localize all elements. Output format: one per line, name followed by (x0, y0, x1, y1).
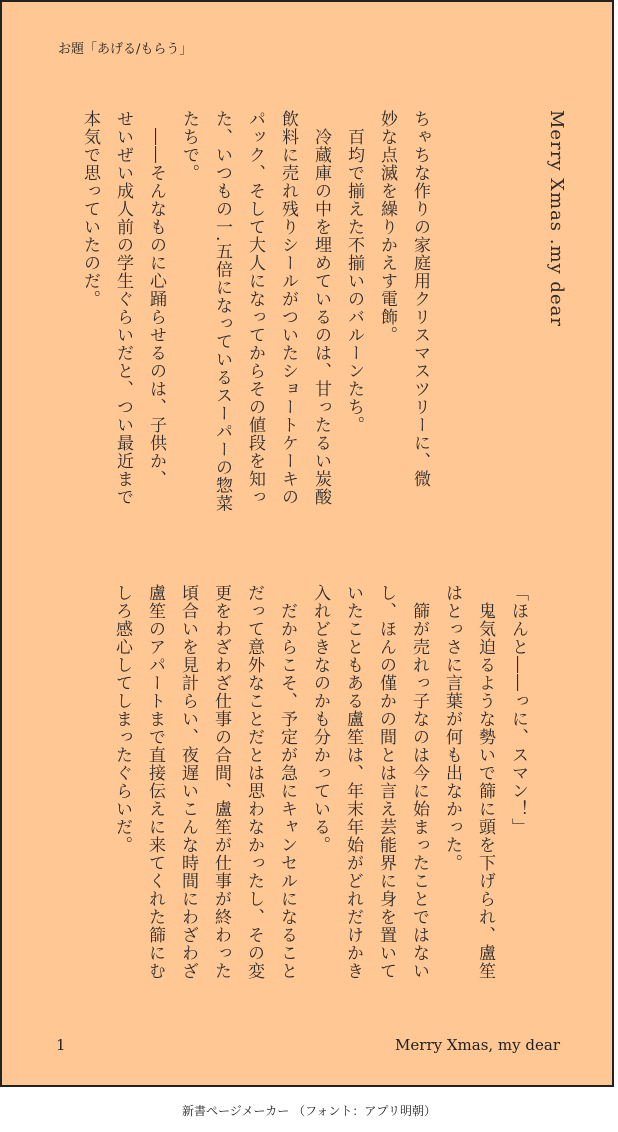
text-line: 冷蔵庫の中を埋めているのは、甘ったるい炭酸 (311, 110, 331, 506)
page-number: 1 (56, 1036, 66, 1054)
text-line: 頃合いを見計らい、夜遅いこんな時間にわざわざ (178, 584, 198, 980)
bottom-text-block (105, 584, 534, 980)
text-line: た、いつもの一.五倍になっているスーパーの惣菜 (212, 110, 232, 513)
text-line: だからこそ、予定が急にキャンセルになること (277, 584, 297, 980)
text-line: 更をわざわざ仕事の合間、盧笙が仕事が終わった (211, 584, 231, 980)
text-line: はとっさに言葉が何も出なかった。 (442, 584, 462, 872)
text-line: し、ほんの僅かの間とは言え芸能界に身を置いて (376, 584, 396, 980)
text-line: だって意外なことだとは思わなかったし、その変 (244, 584, 264, 980)
text-line: たちで。 (179, 110, 199, 182)
text-line: 妙な点滅を繰りかえす電飾。 (377, 110, 397, 344)
text-line: ――そんなものに心踊らせるのは、子供か、 (146, 110, 166, 488)
text-line: 盧笙のアパートまで直接伝えに来てくれた篩にむ (145, 584, 165, 980)
text-line: 飲料に売れ残りシールがついたショートケーキの (278, 110, 298, 506)
text-line: せいぜい成人前の学生ぐらいだと、つい最近まで (113, 110, 133, 506)
text-line: ちゃちな作りの家庭用クリスマスツリーに、微 (410, 110, 430, 488)
running-title: Merry Xmas, my dear (395, 1036, 560, 1054)
text-line: しろ感心してしまったぐらいだ。 (112, 584, 132, 854)
chapter-title: Merry Xmas .my dear (546, 110, 567, 327)
text-line: 鬼気迫るような勢いで篩に頭を下げられ、盧笙 (475, 584, 495, 980)
text-line: 百均で揃えた不揃いのバルーンたち。 (344, 110, 364, 434)
top-text-block (73, 110, 436, 512)
text-line: 入れどきなのかも分かっている。 (310, 584, 330, 854)
dialogue-line: 「ほんと――っに、スマン！」 (508, 584, 528, 836)
text-line: いたこともある盧笙は、年末年始がどれだけかき (343, 584, 363, 980)
text-line: パック、そして大人になってからその値段を知っ (245, 110, 265, 506)
text-line: 篩が売れっ子なのは今に始まったことではない (409, 584, 429, 980)
topic-header: お題「あげる/もらう」 (58, 42, 193, 57)
generator-caption: 新書ページメーカー （フォント：アプリ明朝） (182, 1104, 436, 1118)
text-line: 本気で思っていたのだ。 (80, 110, 100, 308)
